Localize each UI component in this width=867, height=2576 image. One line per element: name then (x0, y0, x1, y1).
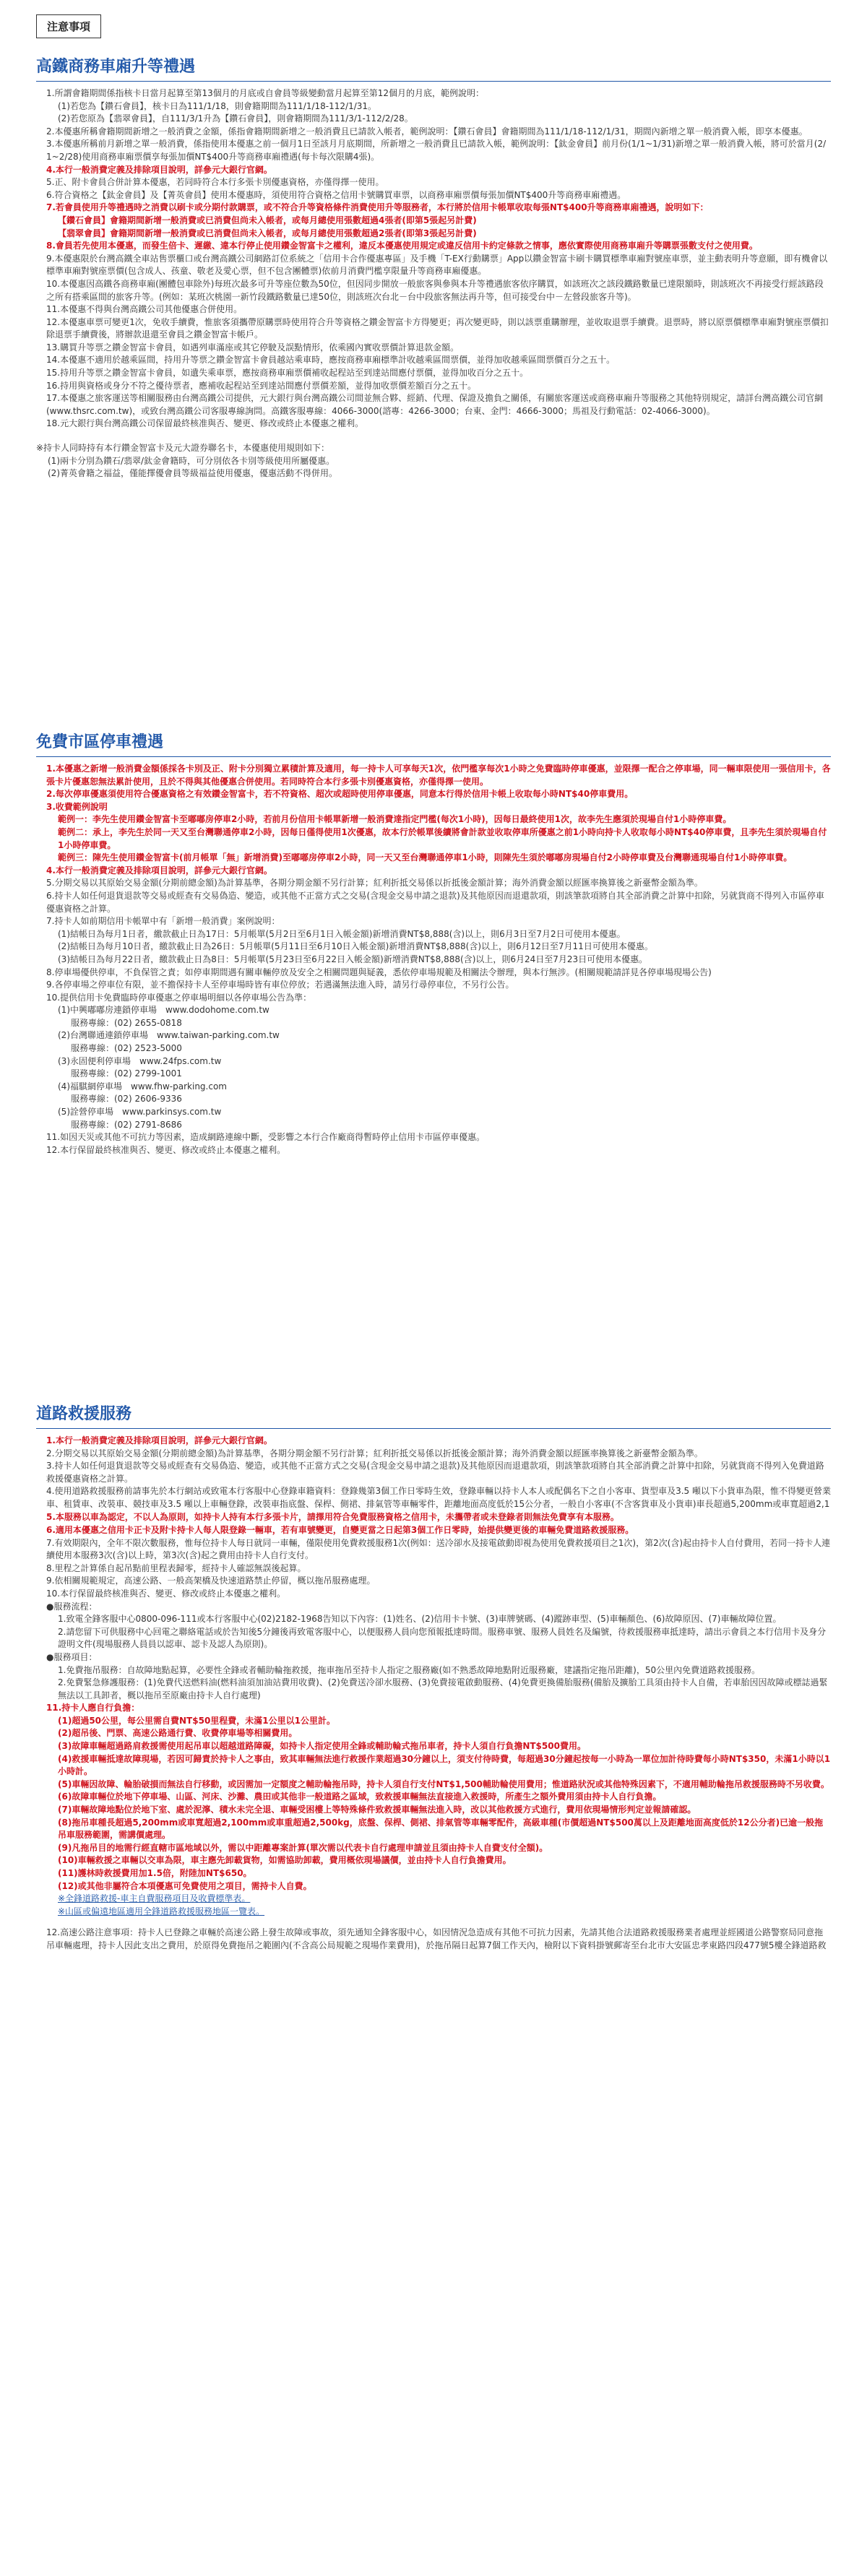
term-item: 6.符合資格之【鈦金會員】及【菁英會員】使用本優惠時，須使用符合資格之信用卡號購買車票，以商務車廂票價每張加價NT$400升等商務車廂禮遇。 (46, 189, 626, 200)
term-item: 17.本優惠之旅客運送等相關服務由台灣高鐵公司提供，元大銀行與台灣高鐵公司間並無合夥、經銷、代理、保證及擔負之關係，有關旅客運送或商務車廂升等服務之其他特別規定，請詳台灣高鐵公司官網(www.thsrc.com.tw)，或致台灣高鐵公司客服專線詢問。高鐵客服專線：4066-3000(諮專：4266-3000；台東、金門：4666-3000；馬祖及行動電話：02-4066-3000)。 (46, 393, 824, 416)
term-item: 10.本優惠因高鐵各商務車廂(團體包車除外)每班次最多可升等座位數為50位，但因同步開放一般旅客與參與本升等禮遇旅客依序購買，如該班次之該段鐵路數量已達限額時，則該班次不再接受行經該路段之所有搭乘區間的旅客升等。(例如：某班次桃園一新竹段鐵路數量已達50位，則該班次台北－台中段旅客無法再升等，但可接受台中－左營段旅客升等)。 (46, 278, 824, 302)
term-item: 5.正、附卡會員合併計算本優惠，若同時符合本行多張卡別優惠資格，亦僅得擇一使用。 (46, 177, 384, 188)
term-item: 15.持用升等票之鑽金智富卡會員，如遺失乘車票，應按商務車廂票價補收起程站至到達站間應付票價，並得加收百分之五十。 (46, 368, 529, 379)
term-item: (12)或其他非屬符合本項優惠可免費使用之項目，需持卡人自費。 (58, 1880, 312, 1891)
term-item: 13.購買升等票之鑽金智富卡會員，如遇列車滿座或其它停駛及誤點情形，依乘國內實收票價計算退款金額。 (46, 342, 460, 353)
footer-note-line: ※持卡人同時持有本行鑽金智富卡及元大證券聯名卡，本優惠使用規則如下： (36, 443, 330, 454)
term-item: 9.依相關規範規定，高速公路、一般高架橋及快速道路禁止停留，概以拖吊服務處理。 (46, 1576, 376, 1586)
footer-note-line: (1)兩卡分別為鑽石/翡翠/鈦金會籍時，可分別依各卡別等級使用所屬優惠。 (48, 455, 335, 466)
term-item: 1.免費拖吊服務：自故障地點起算，必要性全鋒或者輔助輪拖救援，拖車拖吊至持卡人指定之服務廠(如不熟悉故障地點附近服務廠，建議指定拖吊距離)，50公里內免費道路救援服務。 (58, 1664, 761, 1675)
term-item: (2)台灣聯通連鎖停車場 www.taiwan-parking.com.tw (58, 1030, 280, 1041)
term-item: (5)車輛因故障、輪胎破損而無法自行移動，或因需加一定額度之輔助輪拖吊時，持卡人須自行支付NT$1,500輔助輪使用費用；惟道路狀況或其他特殊因素下，不適用輔助輪拖吊救援服務時不另收費。 (58, 1778, 829, 1789)
term-item: 1.本行一般消費定義及排除項目說明，詳參元大銀行官網。 (46, 1435, 272, 1445)
term-item: (2)若您原為【翡翠會員】，自111/3/1升為【鑽石會員】，則會籍期間為111/3/1-112/2/28。 (58, 113, 413, 124)
term-item: 6.持卡人如任何退貨退款等交易或經查有交易偽造、變造，或其他不正當方式之交易(含現金交易申請之退款)及其他原因而退還款項，則該筆款項將自其全部消費之計算中扣除，另就貨商不得列入市區停車優惠資格之計算。 (46, 890, 824, 914)
term-item: 範例一：李先生使用鑽金智富卡至嘟嘟房停車2小時，若前月份信用卡帳單新增一般消費達指定門檻(每次1小時)，因每日最終使用1次，故李先生應須於現場自付1小時停車費。 (58, 814, 732, 825)
info-link[interactable]: ※全鋒道路救援-車主自費服務項目及收費標準表。 (58, 1893, 251, 1904)
term-item: 2.免費緊急修護服務：(1)免費代送燃料油(燃料油須加油站費用收費)、(2)免費送冷卻水服務、(3)免費接電啟動服務、(4)免費更換備胎服務(備胎及擴胎工具須由持卡人自備，若車胎因因故障或標誌過緊無法以工具卸者，概以拖吊至原廠由持卡人自行處理) (58, 1677, 828, 1700)
term-item: (2)結帳日為每月10日者，繳款截止日為26日：5月帳單(5月11日至6月10日入帳金額)新增消費NT$8,888(含)以上，則6月12日至7月11日可使用本優惠。 (58, 941, 653, 952)
term-item: 12.本優惠車票可變更1次，免收手續費，惟旅客須攜帶原購票時使用符合升等資格之鑽金智富卡方得變更；再次變更時，則以該票重購辦理，並收取退票手續費。退票時，將以原票價標準車廂對號座票價扣除退票手續費後，將辦款退還至會員之鑽金智富卡帳戶。 (46, 316, 829, 340)
term-item: (10)車輛救援之車輛以交車為限，車主應先卸載貨物，如需協助卸載，費用概依現場議價，並由持卡人自行負擔費用。 (58, 1855, 512, 1866)
term-item: 服務專線：(02) 2606-9336 (71, 1094, 182, 1105)
terms-list (36, 763, 831, 1157)
term-item: (2)超吊後、門票、高速公路通行費、收費停車場等相關費用。 (58, 1728, 298, 1739)
term-item: 4.本行一般消費定義及排除項目說明，詳參元大銀行官網。 (46, 164, 272, 175)
term-item: 12.高速公路注意事項：持卡人已登錄之車輛於高速公路上發生故障或事故，須先通知全鋒客服中心，如因情況急造成有其他不可抗力因素，先請其他合法道路救援服務業者處理並經國道公路警察局同意拖吊車輛處理，持卡人因此支出之費用，於原得免費拖吊之範圍內(不含高公局規範之現場作業費用)，於拖吊隔日起算7個工作天內，檢附以下資料掛號郵寄至台北市大安區忠孝東路四段477號5樓全鋒道路救 (46, 1927, 827, 1950)
section-title: 免費市區停車禮遇 (36, 730, 831, 757)
term-item: 7.持卡人如前期信用卡帳單中有「新增一般消費」案例說明： (46, 916, 280, 927)
notice-tag: 注意事項 (36, 14, 101, 38)
term-item: 4.使用道路救援服務前請事先於本行網站或致電本行客服中心登錄車籍資料：登錄幾第3個工作日零時生效，登錄車輛以持卡人本人或配偶名下之自小客車、貨型車及3.5 噸以下小貨車為限，惟不得變更營業車、租賃車、改裝車、競技車及3.5 噸以上車輛登錄，改裝車指底盤、保桿、側裙、排氣管等車輛零件，距離地面高度低於15公分者，一般自小客車(不含客貨車及小貨車)車長超過5,200mm或車寬超過2,1 (46, 1486, 831, 1509)
info-link[interactable]: ※山區或偏遠地區適用全鋒道路救援服務地區一覽表。 (58, 1906, 265, 1916)
term-item: 【鑽石會員】會籍期間新增一般消費或已消費但尚未入帳者，或每月總使用張數超過4張者(即第5張起另計費) (58, 215, 477, 225)
term-item: (5)詮營停車場 www.parkinsys.com.tw (58, 1107, 222, 1118)
section-title: 高鐵商務車廂升等禮遇 (36, 54, 831, 82)
term-item: 服務專線：(02) 2523-5000 (71, 1043, 182, 1054)
section-hsr-upgrade (36, 54, 831, 480)
term-item: 2.分期交易以其原始交易金額(分期前總金額)為計算基準，各期分期金額不另行計算；紅利折抵交易係以折抵後金額計算；海外消費金額以經匯率換算後之新臺幣金額為準。 (46, 1448, 703, 1458)
term-item: 2.請您留下可供服務中心回電之聯絡電話或於告知後5分鐘後再致電客服中心，以便服務人員向您預報抵達時間。服務車號、服務人員姓名及編號，待救援服務車抵達時，請出示會員之本行信用卡及身分證明文件(現場服務人員員以認車、認卡及認人為原則)。 (58, 1626, 827, 1650)
term-item: 7.若會員使用升等禮遇時之消費以刷卡或分期付款購票，或不符合升等資格條件消費使用升等服務者，本行將於信用卡帳單收取每張NT$400升等商務車廂禮遇，說明如下： (46, 202, 709, 213)
term-item: 範例三：陳先生使用鑽金智富卡(前月帳單「無」新增消費)至嘟嘟房停車2小時，同一天又至台灣聯通停車1小時，則陳先生須於嘟嘟房現場自付2小時停車費及台灣聯通現場自付1小時停車費。 (58, 852, 793, 863)
term-item: 3.持卡人如任何退貨退款等交易或經查有交易偽造、變造，或其他不正當方式之交易(含現金交易申請之退款)及其他原因而退還款項，則該筆款項將自其全部消費之計算中扣除，另就貨商不得列入免費道路救援優惠資格之計算。 (46, 1461, 824, 1484)
term-item: 3.本優惠所稱前月新增之單一般消費，係指使用本優惠之前一個月1日至該月月底期間，所新增之一般消費且已請款入帳，範例說明：【鈦金會員】前月份(1/1~1/31)新增之單一般消費入帳，將可於當月(2/1~2/28)使用商務車廂票價享每張加價NT$400升等商務車廂禮遇(每卡每次限購4張)。 (46, 139, 827, 162)
term-item: ●服務流程： (46, 1601, 98, 1612)
term-item: 10.提供信用卡免費臨時停車優惠之停車場明細以各停車場公告為準： (46, 992, 312, 1003)
term-item: 服務專線：(02) 2799-1001 (71, 1068, 182, 1079)
term-item: 11.如因天災或其他不可抗力等因素，造成網路連線中斷，受影響之本行合作廠商得暫時停止信用卡市區停車優惠。 (46, 1132, 486, 1143)
term-item: (3)永固便利停車場 www.24fps.com.tw (58, 1055, 222, 1066)
footer-note (36, 442, 831, 480)
term-item: 9.各停車場之停車位有限，並不擔保持卡人至停車場時皆有車位停放；若遇滿無法進入時，請另行尋停車位，不另行公告。 (46, 980, 514, 990)
term-item: 7.有效期限內，全年不限次數服務，惟每位持卡人每日就同一車輛，僅限使用免費救援服務1次(例如：送冷卻水及接電啟動即視為使用免費救援項目之1次)，第2次(含)起由持卡人自付費用，若同一持卡人連續使用本服務3次(含)以上時，第3次(含)起之費用由持卡人自行支付。 (46, 1537, 831, 1561)
term-item: 服務專線：(02) 2791-8686 (71, 1119, 182, 1130)
term-item: (6)故障車輛位於地下停車場、山區、河床、沙灘、農田或其他非一般道路之區域，致救援車輛無法直接進入救援時，所產生之額外費用須由持卡人自行負擔。 (58, 1791, 662, 1802)
term-item: (4)救援車輛抵達故障現場，若因可歸責於持卡人之事由，致其車輛無法進行救援作業超過30分鐘以上，須支付待時費，每超過30分鐘起按每一小時為一單位加計待時費每小時NT$350，未滿1小時以1小時計。 (58, 1753, 831, 1777)
section-title: 道路救援服務 (36, 1401, 831, 1429)
term-item: 12.本行保留最終核准與否、變更、修改或終止本優惠之權利。 (46, 1144, 286, 1155)
term-item: 5.分期交易以其原始交易金額(分期前總金額)為計算基準，各期分期金額不另行計算；紅利折抵交易係以折抵後金額計算；海外消費金額以經匯率換算後之新臺幣金額為準。 (46, 878, 703, 889)
term-item: (7)車輛故障地點位於地下室、處於泥濘、積水未完全退、車輛受困樓上等特殊條件致救援車輛無法進入時，改以其他救援方式進行，費用依現場情形判定並報請確認。 (58, 1805, 696, 1815)
term-item: 5.本服務以車為認定，不以人為原則，如持卡人持有本行多張卡片，請擇用符合免費服務資格之信用卡，未攜帶者或未登錄者則無法免費享有本服務。 (46, 1512, 619, 1523)
terms-list (36, 87, 831, 431)
term-item: (4)福騏網停車場 www.fhw-parking.com (58, 1081, 227, 1092)
term-item: 8.里程之計算係自起吊點前里程表歸零，經持卡人確認無誤後起算。 (46, 1563, 306, 1573)
term-item: 16.持用與資格或身分不符之優待票者，應補收起程站至到達站間應付票價差額，並得加收票價差額百分之五十。 (46, 380, 477, 391)
term-item: (11)護林時救援費用加1.5倍，附陸加NT$650。 (58, 1868, 252, 1878)
term-item: 10.本行保留最終核准與否、變更、修改或終止本優惠之權利。 (46, 1588, 286, 1599)
term-item: (1)結帳日為每月1日者，繳款截止日為17日：5月帳單(5月2日至6月1日入帳金額)新增消費NT$8,888(含)以上，則6月3日至7月2日可使用本優惠。 (58, 928, 626, 939)
term-item: 14.本優惠不適用於越乘區間，持用升等票之鑽金智富卡會員越站乘車時，應按商務車廂標準計收越乘區間票價，並得加收越乘區間票價百分之五十。 (46, 355, 616, 366)
term-item: 11.持卡人應自行負擔： (46, 1703, 140, 1713)
term-item: 2.每次停車優惠須使用符合優惠資格之有效鑽金智富卡，若不符資格、超次或超時使用停車優惠，同意本行得於信用卡帳上收取每小時NT$40停車費用。 (46, 789, 634, 800)
term-item: 18.元大銀行與台灣高鐵公司保留最終核准與否、變更、修改或終止本優惠之權利。 (46, 418, 364, 429)
term-item (36, 1918, 831, 1927)
term-item: 11.本優惠不得與台灣高鐵公司其他優惠合併使用。 (46, 304, 243, 315)
term-item: 1.本優惠之新增一般消費金額係採各卡別及正、附卡分別獨立累積計算及適用，每一持卡人可享每天1次，依門檻享每次1小時之免費臨時停車優惠，並限擇一配合之停車場，同一輛車限使用一張信用卡，各張卡片優惠恕無法累計使用，且於不得與其他優惠合併使用。若同時符合本行多張卡別優惠資格，亦僅得擇一使用。 (46, 764, 831, 787)
term-item: 8.會員若先使用本優惠，而發生倍卡、遲繳、違本行停止使用鑽金智富卡之權利，違反本優惠使用規定或違反信用卡約定條款之情事，應依實際使用商務車廂升等購票張數支付之使用費。 (46, 241, 758, 251)
section-free-parking (36, 730, 831, 1157)
term-item: (8)拖吊車種長超過5,200mm或車寬超過2,100mm或車重超過2,500kg，底盤、保桿、側裙、排氣管等車輛零配件，高級車種(市價超過NT$500萬以上及距離地面高度低於12公分者)已逾一般拖吊車服務範圍，需講價處理。 (58, 1817, 824, 1841)
term-item: (1)若您為【鑽石會員】，核卡日為111/1/18，則會籍期間為111/1/18-112/1/31。 (58, 100, 377, 111)
terms-list (36, 1435, 831, 1953)
term-item: ●服務項目： (46, 1651, 98, 1662)
term-item: 服務專線：(02) 2655-0818 (71, 1017, 182, 1028)
term-item: 4.本行一般消費定義及排除項目說明，詳參元大銀行官網。 (46, 865, 272, 876)
term-item: 【翡翠會員】會籍期間新增一般消費或已消費但尚未入帳者，或每月總使用張數超過2張者(即第3張起另計費) (58, 228, 477, 238)
term-item: 3.收費範例說明 (46, 801, 108, 812)
section-road-rescue (36, 1401, 831, 1953)
term-item: (1)中興嘟嘟房連鎖停車場 www.dodohome.com.tw (58, 1005, 269, 1016)
term-item: 1.致電全鋒客服中心0800-096-111或本行客服中心(02)2182-1968告知以下內容：(1)姓名、(2)信用卡卡號、(3)車牌號碼、(4)蹤跡車型、(5)車輛顏色、(6)故障原因、(7)車輛故障位置。 (58, 1614, 782, 1625)
term-item: (1)超過50公里，每公里需自費NT$50里程費，未滿1公里以1公里計。 (58, 1715, 335, 1726)
term-item: (3)故障車輛超過路肩救援需使用起吊車以超越道路障礙，如持卡人指定使用全鋒或輔助輪式拖吊車者，持卡人須自行負擔NT$500費用。 (58, 1741, 586, 1752)
term-item: 2.本優惠所稱會籍期間新增之一般消費之金額，係指會籍期間新增之一般消費且已請款入帳者，範例說明：【鑽石會員】會籍期間為111/1/18-112/1/31，期間內新增之單一般消費入帳，即享本優惠。 (46, 126, 808, 137)
footer-note-line: (2)菁英會籍之福益，僅能擇優會員等級福益使用優惠，優惠活動不得併用。 (48, 468, 338, 479)
term-item: 8.停車場優供停車，不負保管之責；如停車期間遇有關車輛停放及安全之相關問題與疑義，悉依停車場規範及相關法令辦理，與本行無涉。(相關規範請詳見各停車場現場公告) (46, 967, 712, 977)
term-item: 範例二：承上，李先生於同一天又至台灣聯通停車2小時，因每日僅得使用1次優惠，故本行於帳單後續將會計款並收取停車所優惠之前1小時向持卡人收取每小時NT$40停車費，且李先生須於現場自付1小時停車費。 (58, 826, 827, 850)
term-item: (9)凡拖吊目的地需行經直轄市區地域以外，需以中距離專案計算(單次需以代表卡自行處理申請並且須由持卡人自費支付全額)。 (58, 1842, 548, 1853)
term-item: 6.適用本優惠之信用卡正卡及附卡持卡人每人限登錄一輛車，若有車號變更，自變更當之日起第3個工作日零時，始提供變更後的車輛免費道路救援服務。 (46, 1524, 634, 1535)
term-item: 1.所謂會籍期間係指核卡日當月起算至第13個月的月底或自會員等級變動當月起算至第12個月的月底，範例說明： (46, 88, 484, 98)
term-item: 9.本優惠限於台灣高鐵全車站售票櫃口或台灣高鐵公司網路訂位系統之「信用卡合作優惠專區」及手機「T-EX行動購票」App以鑽金智富卡刷卡購買標準車廂對號座車票，並主動表明升等意願，即有機會以標準車廂對號座票價(包含成人、孩童、敬老及愛心票，但不包含團體票)依前月消費門檻享限量升等商務車廂優惠。 (46, 253, 828, 277)
term-item: (3)結帳日為每月22日者，繳款截止日為8日：5月帳單(5月23日至6月22日入帳金額)新增消費NT$8,888(含)以上，則6月24日至7月23日可使用本優惠。 (58, 954, 648, 964)
